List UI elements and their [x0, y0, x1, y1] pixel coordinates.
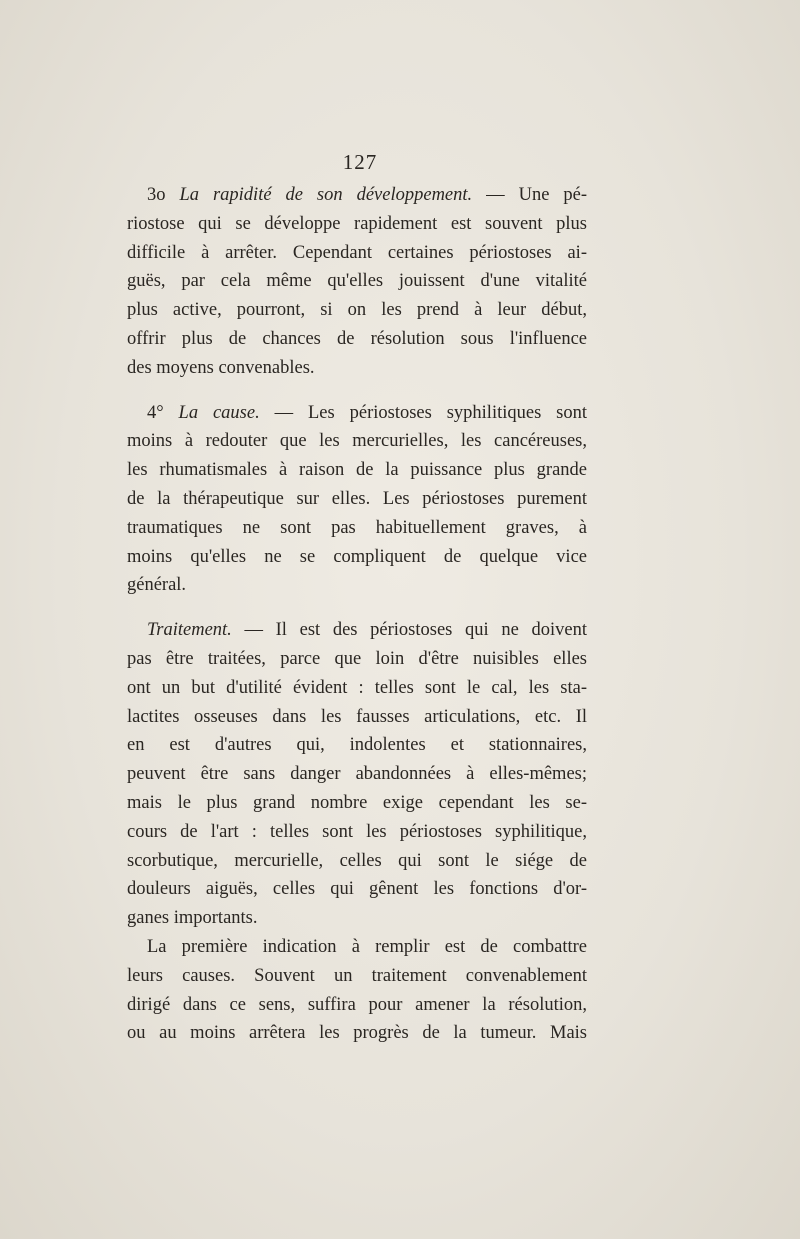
text-line: de la thérapeutique sur elles. Les périostoses purement: [127, 488, 587, 509]
body-text: [127, 181, 587, 1048]
paragraph-treatment: [127, 616, 587, 933]
text-line: scorbutique, mercurielle, celles qui sont le siége de: [127, 850, 587, 871]
section-heading: Traitement.: [147, 620, 232, 641]
text-line: offrir plus de chances de résolution sous l'influence: [127, 328, 587, 349]
text-line: cours de l'art : telles sont les périostoses syphilitique,: [127, 821, 587, 842]
text-line: 4° La cause. — Les périostoses syphilitiques sont: [147, 402, 587, 423]
text-line: ganes importants.: [127, 908, 258, 929]
text-line: La première indication à remplir est de combattre: [147, 936, 587, 957]
section-heading: La rapidité de son développement.: [179, 185, 473, 205]
text-line: lactites osseuses dans les fausses articulations, etc. Il: [127, 706, 587, 727]
text-line: douleurs aiguës, celles qui gênent les fonctions d'or-: [127, 879, 587, 900]
text-line: général.: [127, 575, 187, 596]
paragraph-first-indication: [127, 933, 587, 1048]
text-line: guës, par cela même qu'elles jouissent d'une vitalité: [127, 271, 587, 292]
text-line: ou au moins arrêtera les progrès de la tumeur. Mais: [127, 1023, 587, 1044]
text-line: traumatiques ne sont pas habituellement graves, à: [127, 517, 587, 538]
text-line: difficile à arrêter. Cependant certaines périostoses ai-: [127, 242, 587, 263]
text-line: peuvent être sans danger abandonnées à elles-mêmes;: [127, 764, 587, 785]
text-line: des moyens convenables.: [127, 357, 315, 378]
text-line: 3o La rapidité de son développement. — Une pé-: [147, 185, 587, 205]
paragraph-cause: [127, 399, 587, 601]
text-line: riostose qui se développe rapidement est souvent plus: [127, 213, 587, 234]
text-line: mais le plus grand nombre exige cependant les se-: [127, 792, 587, 813]
text-line: ont un but d'utilité évident : telles sont le cal, les sta-: [127, 677, 587, 698]
section-heading: La cause.: [178, 402, 260, 423]
text-line: Traitement. — Il est des périostoses qui ne doivent: [147, 620, 587, 641]
text-line: moins qu'elles ne se compliquent de quelque vice: [127, 546, 587, 567]
text-line: les rhumatismales à raison de la puissance plus grande: [127, 460, 587, 481]
page-number: 127: [342, 150, 378, 174]
text-line: moins à redouter que les mercurielles, les cancéreuses,: [127, 431, 587, 452]
text-line: pas être traitées, parce que loin d'être nuisibles elles: [127, 648, 587, 669]
text-line: dirigé dans ce sens, suffira pour amener la résolution,: [127, 994, 587, 1015]
text-line: plus active, pourront, si on les prend à leur début,: [127, 300, 587, 321]
text-line: leurs causes. Souvent un traitement convenablement: [127, 965, 587, 986]
paragraph-rapidity: [127, 181, 587, 383]
text-line: en est d'autres qui, indolentes et stationnaires,: [127, 735, 587, 756]
